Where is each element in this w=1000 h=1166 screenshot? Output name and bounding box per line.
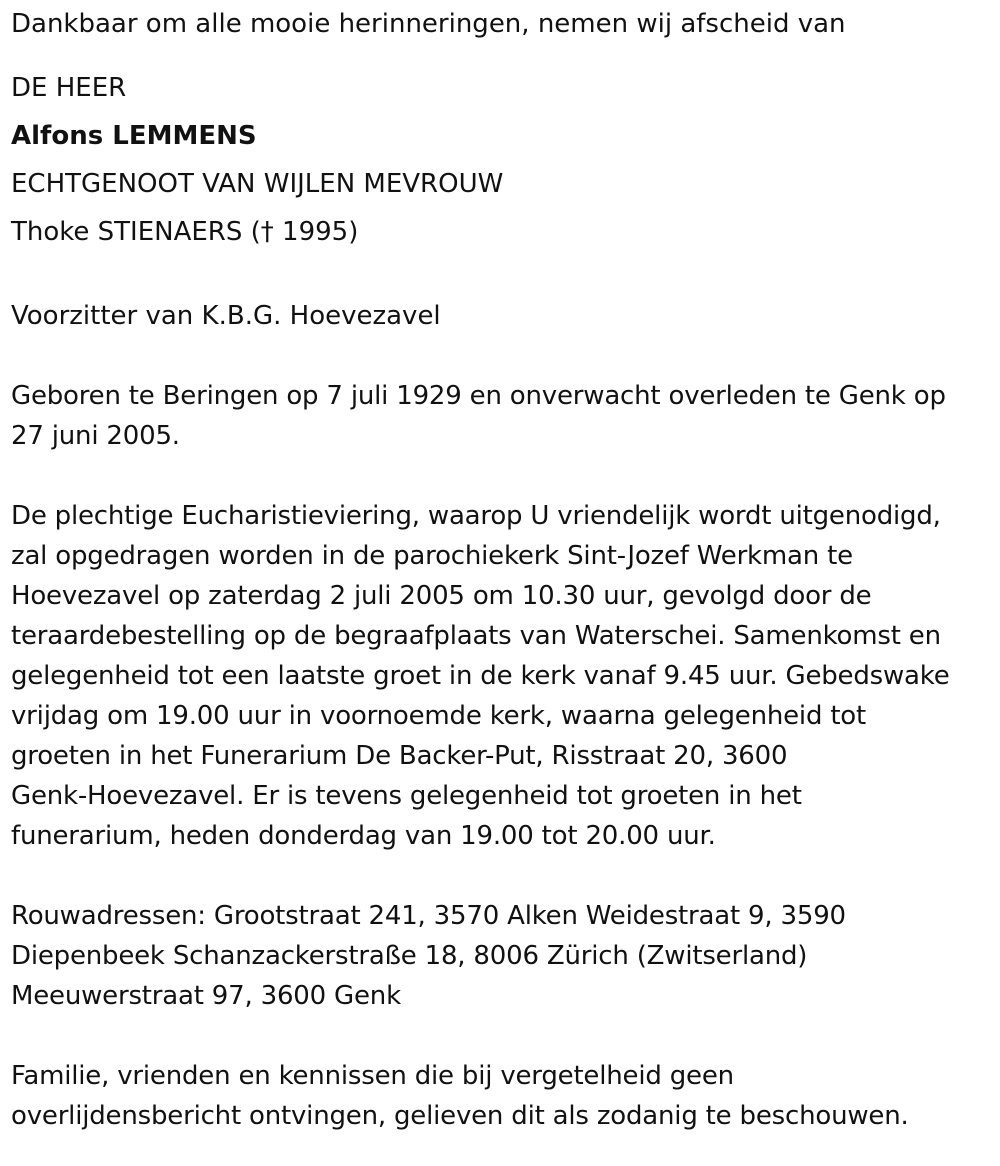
paragraph-line: Genk-Hoevezavel. Er is tevens gelegenheid tot groeten in het xyxy=(11,781,802,811)
ceremony-paragraph xyxy=(11,496,991,856)
role-text: Voorzitter van K.B.G. Hoevezavel xyxy=(11,301,441,331)
death-notice xyxy=(11,4,991,1136)
paragraph-line: Diepenbeek Schanzackerstraße 18, 8006 Zürich (Zwitserland) xyxy=(11,941,808,971)
spouse-name: Thoke STIENAERS († 1995) xyxy=(11,217,359,247)
paragraph-line: De plechtige Eucharistieviering, waarop U vriendelijk wordt uitgenodigd, xyxy=(11,501,941,531)
birth-death-paragraph xyxy=(11,376,991,456)
closing-paragraph xyxy=(11,1056,991,1136)
paragraph-line: groeten in het Funerarium De Backer-Put, Risstraat 20, 3600 xyxy=(11,741,788,771)
addresses-paragraph xyxy=(11,896,991,1016)
paragraph-line: Meeuwerstraat 97, 3600 Genk xyxy=(11,981,401,1011)
paragraph-line: teraardebestelling op de begraafplaats van Waterschei. Samenkomst en xyxy=(11,621,941,651)
honorific: DE HEER xyxy=(11,73,127,103)
paragraph-line: vrijdag om 19.00 uur in voornoemde kerk, waarna gelegenheid tot xyxy=(11,701,867,731)
paragraph-line: Rouwadressen: Grootstraat 241, 3570 Alken Weidestraat 9, 3590 xyxy=(11,901,846,931)
paragraph-line: Hoevezavel op zaterdag 2 juli 2005 om 10.30 uur, gevolgd door de xyxy=(11,581,872,611)
deceased-name: Alfons LEMMENS xyxy=(11,121,257,151)
paragraph-line: 27 juni 2005. xyxy=(11,421,180,451)
paragraph-line: gelegenheid tot een laatste groet in de kerk vanaf 9.45 uur. Gebedswake xyxy=(11,661,950,691)
paragraph-line: funerarium, heden donderdag van 19.00 tot 20.00 uur. xyxy=(11,821,716,851)
paragraph-line: zal opgedragen worden in de parochiekerk Sint-Jozef Werkman te xyxy=(11,541,853,571)
paragraph-line: Familie, vrienden en kennissen die bij vergetelheid geen xyxy=(11,1061,734,1091)
paragraph-line: overlijdensbericht ontvingen, gelieven dit als zodanig te beschouwen. xyxy=(11,1101,909,1131)
deceased-block xyxy=(11,64,991,256)
spouse-line: ECHTGENOOT VAN WIJLEN MEVROUW xyxy=(11,169,504,199)
paragraph-line: Geboren te Beringen op 7 juli 1929 en onverwacht overleden te Genk op xyxy=(11,381,946,411)
intro-text: Dankbaar om alle mooie herinneringen, nemen wij afscheid van xyxy=(11,9,846,39)
